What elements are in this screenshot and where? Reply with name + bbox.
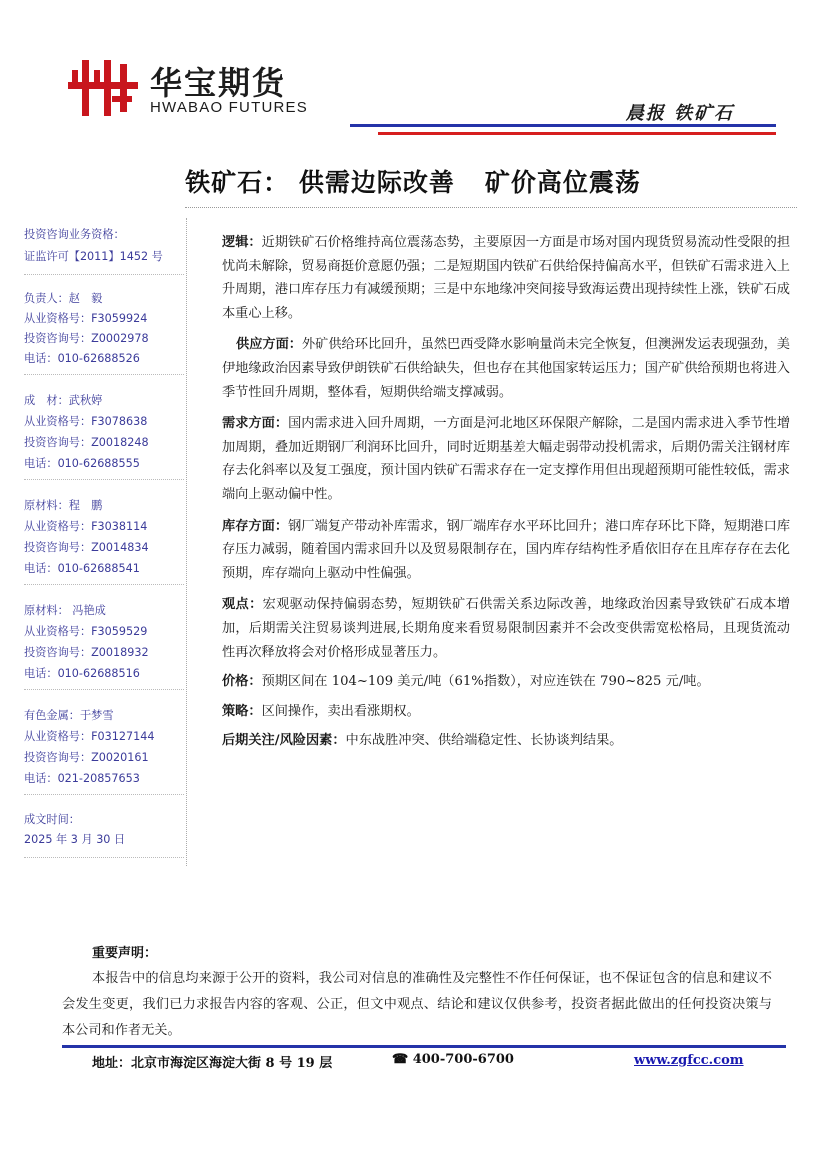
title-right: 矿价高位震荡: [484, 168, 641, 197]
sidebar-separator: [24, 857, 184, 858]
demand-paragraph: [222, 412, 790, 506]
analyst-role: 有色金属：于梦雪: [24, 709, 114, 722]
disclaimer-text: [62, 966, 772, 1044]
logo-chinese-name: 华宝期货: [150, 64, 287, 102]
report-body: [222, 231, 790, 753]
analyst-license: 从业资格号：F3078638: [24, 415, 148, 428]
supply-paragraph: [222, 333, 790, 404]
footer-address: 地址：北京市海淀区海淀大街 8 号 19 层: [92, 1056, 333, 1071]
analyst-license: 从业资格号：F3059529: [24, 625, 148, 638]
date-label: 成文时间：: [24, 813, 80, 826]
sidebar-separator: [24, 689, 184, 690]
price-text: 预期区间在 104~109 美元/吨（61%指数），对应连铁在 790~825 元/吨。: [261, 674, 710, 690]
analyst-consult: 投资咨询号：Z0018248: [24, 436, 149, 449]
view-text: 宏观驱动保持偏弱态势，短期铁矿石供需关系边际改善，地缘政治因素导致铁矿石成本增加，后期需关注贸易谈判进展,长期角度来看贸易限制因素并不会改变供需宽松格局，且现货流动性再次释放将会对价格形成显著压力。: [222, 597, 791, 660]
page-title: [0, 163, 826, 199]
analyst-phone: 电话：010-62688516: [24, 667, 140, 680]
sidebar-separator: [24, 794, 184, 795]
footer-website-link[interactable]: www.zgfcc.com: [634, 1053, 744, 1068]
header-blue-rule: [350, 124, 776, 127]
analyst-phone: 电话：010-62688526: [24, 352, 140, 365]
supply-label: 供应方面：: [236, 337, 302, 353]
risk-label: 后期关注/风险因素：: [222, 733, 346, 749]
footer-phone: ☎ 400-700-6700: [392, 1052, 514, 1067]
header-red-rule: [378, 132, 776, 135]
analyst-phone: 电话：010-62688555: [24, 457, 140, 470]
demand-text: 国内需求进入回升周期，一方面是河北地区环保限产解除，二是国内需求进入季节性增加周期，叠加近期钢厂利润环比回升，同时近期基差大幅走弱带动投机需求，后期仍需关注钢材库存去化斜率以及复工强度，预计国内铁矿石需求存在一定支撑作用但出现超预期可能性较低，需求端向上驱动偏中性。: [222, 416, 791, 502]
analyst-consult: 投资咨询号：Z0020161: [24, 751, 149, 764]
logic-paragraph: [222, 231, 790, 325]
date-value: 2025 年 3 月 30 日: [24, 833, 126, 846]
demand-label: 需求方面：: [222, 416, 289, 432]
hwabao-logo-icon: [68, 60, 138, 116]
inventory-text: 钢厂端复产带动补库需求，钢厂端库存水平环比回升；港口库存环比下降，短期港口库存压力减弱，随着国内需求回升以及贸易限制存在，国内库存结构性矛盾依旧存在且库存存在去化预期，库存端向上驱动中性偏强。: [222, 518, 791, 581]
analyst-consult: 投资咨询号：Z0014834: [24, 541, 149, 554]
view-label: 观点：: [222, 597, 263, 613]
logo-english-name: HWABAO FUTURES: [150, 99, 308, 116]
analyst-consult: 投资咨询号：Z0002978: [24, 332, 149, 345]
analyst-phone: 电话：010-62688541: [24, 562, 140, 575]
strategy-text: 区间操作，卖出看涨期权。: [261, 703, 420, 719]
risk-text: 中东战胜冲突、供给端稳定性、长协谈判结果。: [345, 733, 623, 749]
disclaimer-body: 本报告中的信息均来源于公开的资料，我公司对信息的准确性及完整性不作任何保证，也不保证包含的信息和建议不会发生变更，我们已力求报告内容的客观、公正，但文中观点、结论和建议仅供参考，投资者据此做出的任何投资决策与本公司和作者无关。: [62, 971, 772, 1038]
analyst-license: 从业资格号：F03127144: [24, 730, 155, 743]
price-label: 价格：: [222, 674, 262, 690]
analyst-license: 从业资格号：F3059924: [24, 312, 148, 325]
analyst-consult: 投资咨询号：Z0018932: [24, 646, 149, 659]
footer-rule: [62, 1045, 786, 1048]
strategy-paragraph: [222, 700, 790, 724]
sidebar-separator: [24, 374, 184, 375]
logic-label: 逻辑：: [222, 235, 262, 250]
analyst-role: 原材料：程 鹏: [24, 499, 103, 512]
disclaimer-title: 重要声明：: [92, 946, 158, 961]
sidebar-separator: [24, 584, 184, 585]
report-type-label: 晨报 铁矿石: [625, 103, 734, 124]
sidebar-divider: [186, 218, 187, 866]
title-divider: [185, 207, 797, 208]
qualification-label: 投资咨询业务资格：: [24, 228, 125, 241]
sidebar-separator: [24, 274, 184, 275]
analyst-role: 成 材：武秋婷: [24, 394, 103, 407]
sidebar-separator: [24, 479, 184, 480]
title-left: 铁矿石： 供需边际改善: [185, 168, 455, 197]
strategy-label: 策略：: [222, 703, 262, 719]
analyst-role: 原材料： 冯艳成: [24, 604, 106, 617]
analyst-phone: 电话：021-20857653: [24, 772, 140, 785]
inventory-paragraph: [222, 515, 790, 586]
qualification-value: 证监许可【2011】1452 号: [24, 250, 163, 263]
inventory-label: 库存方面：: [222, 518, 289, 534]
analyst-sidebar: [24, 226, 184, 860]
price-paragraph: [222, 670, 790, 694]
analyst-license: 从业资格号：F3038114: [24, 520, 148, 533]
analyst-role: 负责人：赵 毅: [24, 292, 103, 305]
supply-text: 外矿供给环比回升，虽然巴西受降水影响量尚未完全恢复，但澳洲发运表现强劲，美伊地缘政治因素导致伊朗铁矿石供给缺失，但也存在其他国家转运压力；国产矿供给预期也将进入季节性回升周期，整体看，短期供给端支撑减弱。: [222, 337, 790, 400]
logic-text: 近期铁矿石价格维持高位震荡态势，主要原因一方面是市场对国内现货贸易流动性受限的担忧尚未解除，贸易商挺价意愿仍强；二是短期国内铁矿石供给保持偏高水平，但铁矿石需求进入上升周期，港口库存压力有减缓预期；三是中东地缘冲突间接导致海运费出现持续性上涨，铁矿石成本重心上移。: [222, 235, 791, 321]
view-paragraph: [222, 593, 790, 664]
risk-paragraph: [222, 729, 790, 753]
